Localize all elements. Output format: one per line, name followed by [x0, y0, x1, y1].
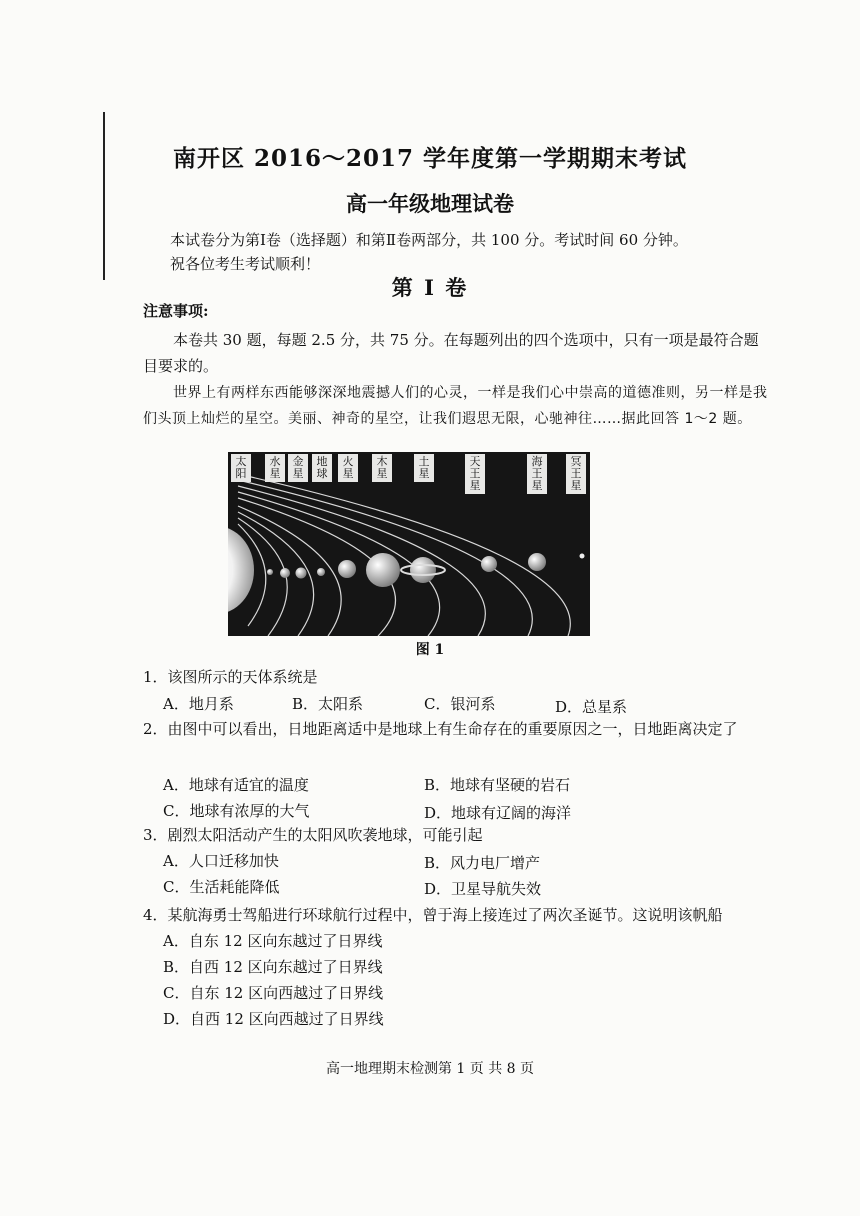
label-uranus: 天王星 [465, 454, 485, 494]
small-planet [338, 560, 356, 578]
question-3-stem: 3．剧烈太阳活动产生的太阳风吹袭地球，可能引起 [143, 826, 483, 844]
q1-option-a: A．地月系 [163, 695, 234, 713]
label-saturn: 土星 [414, 454, 434, 482]
label-sun: 太阳 [231, 454, 251, 482]
question-2-stem: 2．由图中可以看出，日地距离适中是地球上有生命存在的重要原因之一，日地距离决定了 [143, 720, 738, 738]
mars [317, 568, 325, 576]
q2-option-c: C．地球有浓厚的大气 [163, 802, 310, 820]
pluto [580, 554, 585, 559]
notice-text: 本卷共 30 题，每题 2.5 分，共 75 分。在每题列出的四个选项中，只有一项是最符合题目要求的。 [143, 331, 759, 375]
q2-option-a: A．地球有适宜的温度 [163, 776, 309, 794]
mercury [267, 569, 273, 575]
label-earth: 地球 [312, 454, 332, 482]
q1-option-b: B．太阳系 [292, 695, 364, 713]
exam-subtitle: 高一年级地理试卷 [346, 191, 514, 216]
q4-option-c: C．自东 12 区向西越过了日界线 [163, 984, 384, 1002]
orbit-pluto [238, 474, 570, 636]
page-footer: 高一地理期末检测第 1 页 共 8 页 [325, 1061, 535, 1077]
solar-system-figure [228, 452, 590, 636]
q1-option-c: C．银河系 [424, 695, 496, 713]
q2-option-b: B．地球有坚硬的岩石 [424, 776, 571, 794]
label-mercury: 水星 [265, 454, 285, 482]
label-jupiter: 木星 [372, 454, 392, 482]
q4-option-b: B．自西 12 区向东越过了日界线 [163, 958, 383, 976]
saturn [410, 557, 436, 583]
sun-disc [228, 526, 254, 614]
section-heading: 第 Ⅰ 卷 [391, 275, 469, 300]
jupiter [366, 553, 400, 587]
label-mars: 火星 [338, 454, 358, 482]
neptune [528, 553, 546, 571]
label-pluto: 冥王星 [566, 454, 586, 494]
q2-option-d: D．地球有辽阔的海洋 [424, 804, 572, 822]
q3-option-a: A．人口迁移加快 [163, 852, 279, 870]
label-neptune: 海王星 [527, 454, 547, 494]
q1-option-d: D．总星系 [555, 698, 628, 716]
exam-title: 南开区 2016～2017 学年度第一学期期末考试 [172, 145, 688, 172]
intro-line-2: 祝各位考生考试顺利！ [170, 255, 321, 273]
label-venus: 金星 [288, 454, 308, 482]
q4-option-d: D．自西 12 区向西越过了日界线 [163, 1010, 384, 1028]
earth [296, 568, 307, 579]
figure-caption: 图 1 [415, 642, 445, 658]
reading-passage: 世界上有两样东西能够深深地震撼人们的心灵，一样是我们心中崇高的道德准则，另一样是我们头顶上灿烂的星空。美丽、神奇的星空，让我们遐思无限，心驰神往……据此回答 1～2 题。 [143, 385, 768, 427]
notice-heading: 注意事项: [143, 302, 209, 320]
intro-line-1: 本试卷分为第Ⅰ卷（选择题）和第Ⅱ卷两部分，共 100 分。考试时间 60 分钟。 [170, 231, 688, 249]
q4-option-a: A．自东 12 区向东越过了日界线 [163, 932, 383, 950]
q3-option-c: C．生活耗能降低 [163, 878, 280, 896]
uranus [481, 556, 497, 572]
q3-option-d: D．卫星导航失效 [424, 880, 542, 898]
orbit-uranus [238, 486, 485, 636]
venus [280, 568, 290, 578]
question-1-stem: 1．该图所示的天体系统是 [143, 668, 318, 686]
q3-option-b: B．风力电厂增产 [424, 854, 541, 872]
question-4-stem: 4．某航海勇士驾船进行环球航行过程中，曾于海上接连过了两次圣诞节。这说明该帆船 [143, 906, 723, 924]
